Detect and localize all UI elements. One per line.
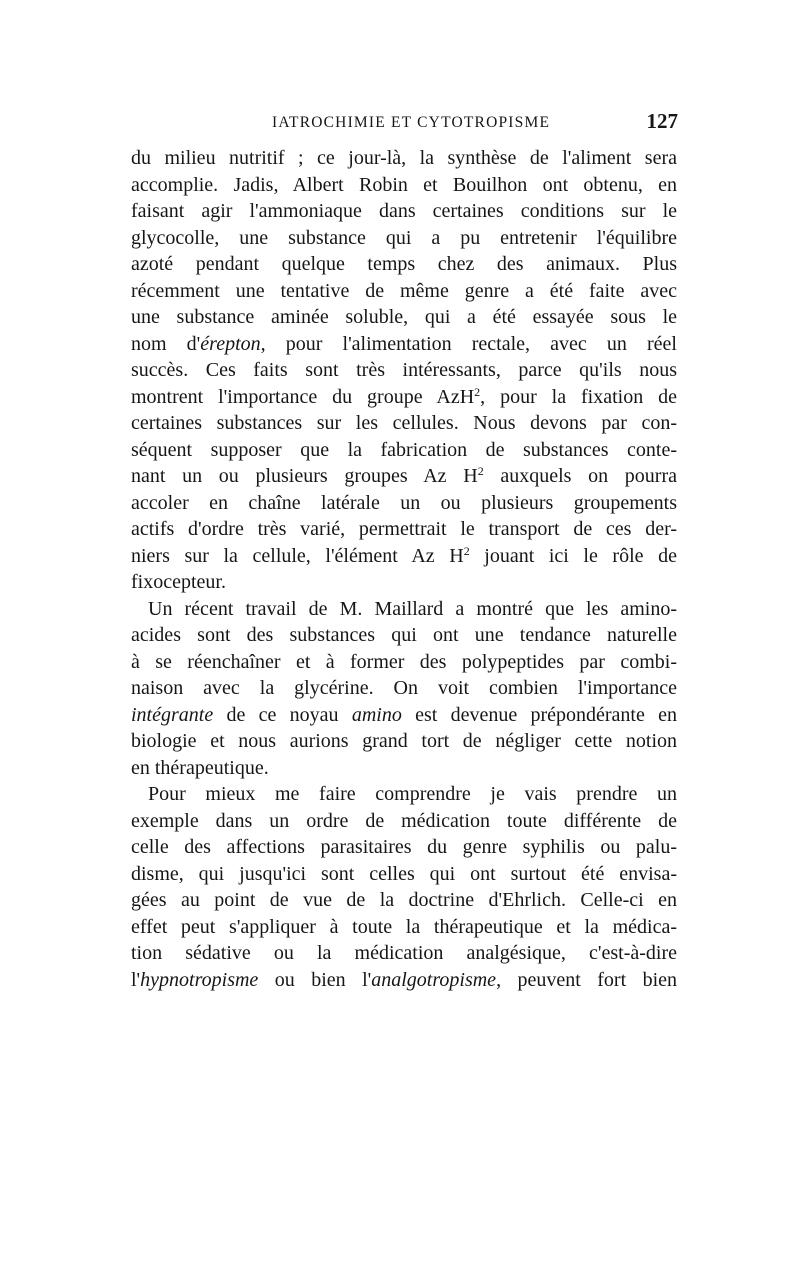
text-run: actifs d'ordre très varié, permettrait le transport de ces der- bbox=[131, 518, 677, 540]
text-line bbox=[131, 622, 677, 649]
text-line bbox=[131, 357, 677, 384]
text-run: naison avec la glycérine. On voit combien l'importance bbox=[131, 677, 677, 699]
italic-term: amino bbox=[351, 703, 402, 726]
text-run: accomplie. Jadis, Albert Robin et Bouilhon ont obtenu, en bbox=[131, 173, 677, 196]
superscript: 2 bbox=[477, 464, 484, 478]
text-line bbox=[131, 172, 677, 199]
text-line bbox=[131, 569, 677, 596]
text-line bbox=[131, 596, 677, 623]
text-line bbox=[131, 543, 677, 570]
text-line bbox=[131, 702, 677, 729]
text-run: glycocolle, une substance qui a pu entretenir l'équilibre bbox=[131, 226, 677, 249]
text-run: , pour l'alimentation rectale, avec un réel bbox=[260, 332, 677, 355]
text-run: celle des affections parasitaires du genre syphilis ou palu- bbox=[131, 836, 677, 858]
text-run: est devenue prépondérante en bbox=[401, 703, 677, 726]
text-run: , peuvent fort bien bbox=[496, 968, 678, 991]
text-line bbox=[131, 728, 677, 755]
text-line bbox=[131, 675, 677, 702]
text-run: une substance aminée soluble, qui a été essayée sous le bbox=[131, 306, 677, 328]
text-line bbox=[131, 463, 677, 490]
italic-term: intégrante bbox=[131, 703, 214, 726]
italic-term: hypnotropisme bbox=[140, 968, 259, 991]
italic-term: érepton bbox=[200, 332, 261, 355]
text-run: azoté pendant quelque temps chez des animaux. Plus bbox=[131, 253, 677, 275]
text-run: succès. Ces faits sont très intéressants, parce qu'ils nous bbox=[131, 359, 677, 381]
text-run: faisant agir l'ammoniaque dans certaines conditions sur le bbox=[131, 200, 677, 222]
text-line bbox=[131, 410, 677, 437]
text-run: acides sont des substances qui ont une tendance naturelle bbox=[131, 624, 677, 646]
text-run: en thérapeutique. bbox=[131, 756, 269, 779]
text-run: effet peut s'appliquer à toute la thérapeutique et la médica- bbox=[131, 915, 677, 938]
text-run: à se réenchaîner et à former des polypeptides par combi- bbox=[131, 650, 677, 673]
text-line bbox=[131, 861, 677, 888]
text-run: niers sur la cellule, l'élément Az H bbox=[131, 544, 464, 567]
text-line bbox=[131, 808, 677, 835]
text-line bbox=[131, 278, 677, 305]
text-run: exemple dans un ordre de médication toute différente de bbox=[131, 809, 677, 832]
text-run: disme, qui jusqu'ici sont celles qui ont surtout été envisa- bbox=[131, 862, 677, 885]
running-head bbox=[130, 109, 678, 136]
text-run: tion sédative ou la médication analgésique, c'est-à-dire bbox=[131, 942, 677, 964]
body-text bbox=[131, 145, 677, 993]
text-line bbox=[131, 834, 677, 861]
text-run: certaines substances sur les cellules. Nous devons par con- bbox=[131, 412, 677, 434]
text-run: , pour la fixation de bbox=[480, 385, 677, 408]
text-line bbox=[131, 940, 677, 967]
text-run: auxquels on pourra bbox=[483, 465, 677, 487]
text-run: accoler en chaîne latérale un ou plusieurs groupements bbox=[131, 491, 677, 514]
page-number: 127 bbox=[646, 109, 678, 133]
text-run: séquent supposer que la fabrication de substances conte- bbox=[131, 438, 677, 461]
text-line bbox=[131, 198, 677, 225]
text-line bbox=[131, 304, 677, 331]
text-run: gées au point de vue de la doctrine d'Ehrlich. Celle-ci en bbox=[131, 889, 677, 911]
italic-term: analgotropisme bbox=[371, 968, 497, 991]
text-run: ou bien l' bbox=[258, 968, 372, 991]
superscript: 2 bbox=[474, 384, 481, 399]
running-title: IATROCHIMIE ET CYTOTROPISME bbox=[272, 114, 551, 131]
text-line bbox=[131, 331, 677, 358]
text-line bbox=[131, 649, 677, 676]
text-line bbox=[131, 967, 677, 994]
text-run: jouant ici le rôle de bbox=[469, 544, 677, 567]
text-run: nom d' bbox=[131, 332, 201, 355]
text-line bbox=[131, 225, 677, 252]
text-line bbox=[131, 437, 677, 464]
superscript: 2 bbox=[463, 543, 470, 558]
text-run: biologie et nous aurions grand tort de négliger cette notion bbox=[131, 730, 677, 752]
text-line bbox=[131, 251, 677, 278]
text-run: récemment une tentative de même genre a été faite avec bbox=[131, 279, 677, 302]
text-line bbox=[131, 490, 677, 517]
text-line bbox=[131, 914, 677, 941]
text-run: Pour mieux me faire comprendre je vais prendre un bbox=[148, 783, 677, 805]
text-line bbox=[131, 145, 677, 172]
text-line bbox=[131, 516, 677, 543]
text-run: montrent l'importance du groupe AzH bbox=[131, 385, 475, 408]
text-run: fixocepteur. bbox=[131, 571, 226, 593]
text-run: nant un ou plusieurs groupes Az H bbox=[131, 465, 478, 487]
text-run: Un récent travail de M. Maillard a montré que les amino- bbox=[148, 597, 677, 620]
text-line bbox=[131, 781, 677, 808]
text-line bbox=[131, 755, 677, 782]
text-run: du milieu nutritif ; ce jour-là, la synthèse de l'aliment sera bbox=[131, 147, 677, 169]
text-run: l' bbox=[131, 968, 141, 991]
text-run: de ce noyau bbox=[213, 703, 352, 726]
text-line bbox=[131, 887, 677, 914]
text-line bbox=[131, 384, 677, 411]
